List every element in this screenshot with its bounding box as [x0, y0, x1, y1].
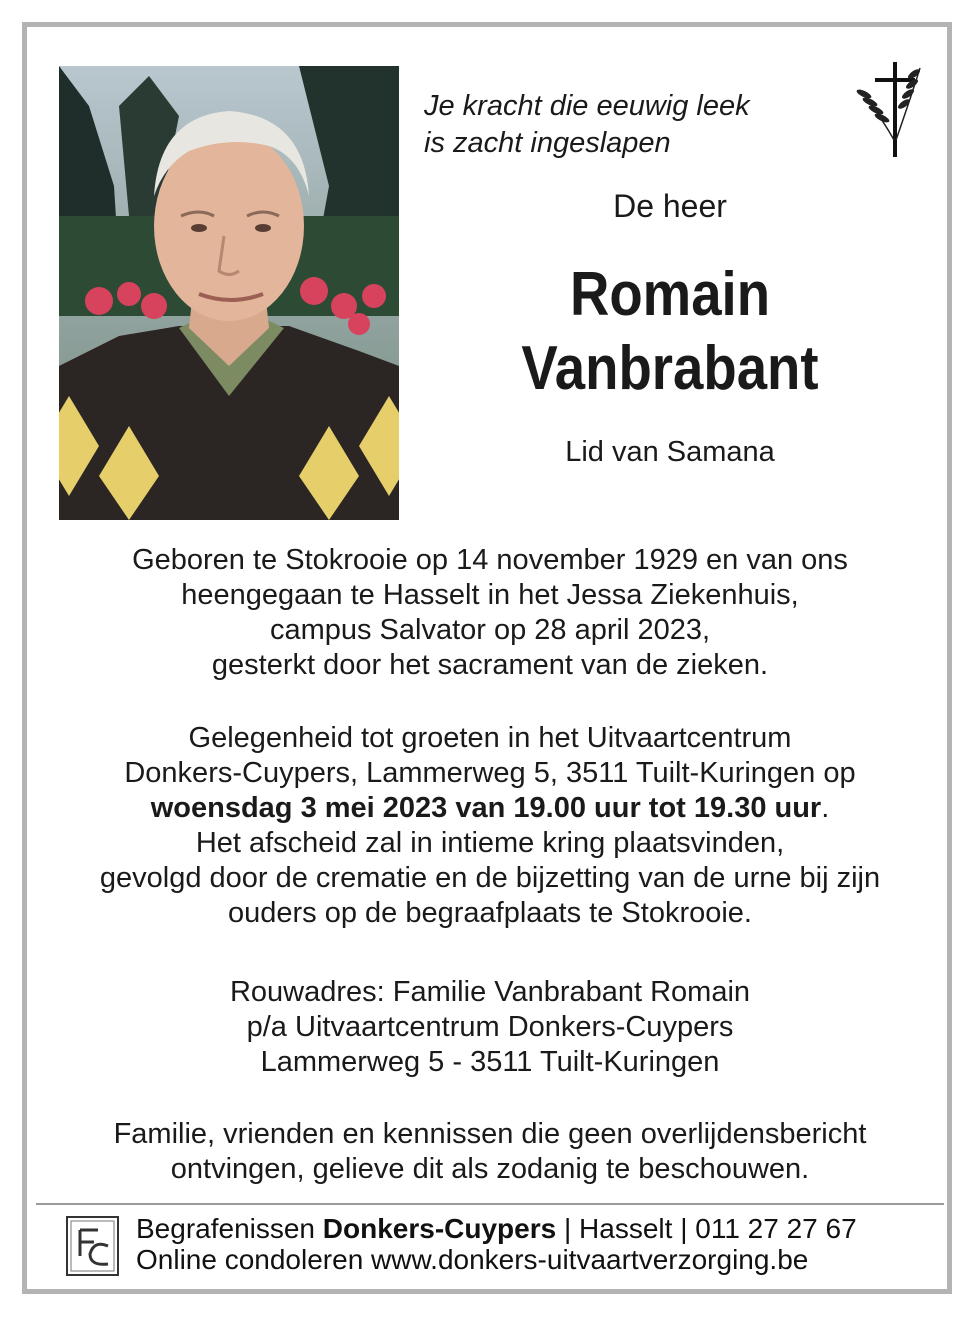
- date-line: [40, 791, 940, 826]
- phone-number: 011 27 27 67: [695, 1213, 857, 1244]
- text-line: Lammerweg 5 - 3511 Tuilt-Kuringen: [260, 1046, 720, 1078]
- date-end: .: [821, 792, 830, 824]
- text-line: campus Salvator op 28 april 2023,: [269, 614, 711, 646]
- text-line: Gelegenheid tot groeten in het Uitvaartcentrum: [188, 722, 792, 754]
- birth-death-paragraph: [40, 543, 940, 683]
- first-name: Romain: [569, 260, 771, 329]
- text-line: ontvingen, gelieve dit als zodanig te beschouwen.: [170, 1153, 810, 1185]
- quote-line-1: Je kracht die eeuwig leek: [424, 90, 750, 122]
- city: Hasselt: [579, 1213, 673, 1244]
- footer: [136, 1213, 857, 1275]
- text-line: gesterkt door het sacrament van de zieken.: [211, 649, 769, 681]
- cross-icon: [850, 60, 935, 160]
- text-line: p/a Uitvaartcentrum Donkers-Cuypers: [246, 1011, 734, 1043]
- visitation-date: woensdag 3 mei 2023 van 19.00 uur tot 19.30 uur: [150, 792, 822, 824]
- text-line: Rouwadres: Familie Vanbrabant Romain: [229, 976, 751, 1008]
- text-line: Geboren te Stokrooie op 14 november 1929 en van ons: [132, 544, 848, 576]
- mourning-address: [40, 975, 940, 1080]
- footer-line-2: Online condoleren www.donkers-uitvaartverzorging.be: [136, 1244, 809, 1275]
- footer-line-1: [136, 1213, 857, 1244]
- notice-paragraph: [40, 1117, 940, 1187]
- text-line: gevolgd door de crematie en de bijzetting van de urne bij zijn: [99, 862, 881, 894]
- quote-line-2: is zacht ingeslapen: [424, 127, 671, 159]
- footer-prefix: Begrafenissen: [136, 1213, 323, 1244]
- honorific: De heer: [613, 188, 727, 224]
- footer-divider: [36, 1203, 944, 1205]
- funeral-home-logo-icon: [66, 1216, 119, 1276]
- text-line: Familie, vrienden en kennissen die geen overlijdensbericht: [113, 1118, 867, 1150]
- text-line: ouders op de begraafplaats te Stokrooie.: [228, 897, 752, 929]
- text-line: Donkers-Cuypers, Lammerweg 5, 3511 Tuilt-Kuringen op: [124, 757, 856, 789]
- last-name: Vanbrabant: [521, 334, 819, 403]
- separator: |: [556, 1213, 580, 1244]
- company-name: Donkers-Cuypers: [322, 1213, 557, 1244]
- deceased-name: [450, 258, 890, 406]
- portrait-photo: [59, 66, 399, 520]
- text-line: heengegaan te Hasselt in het Jessa Ziekenhuis,: [181, 579, 799, 611]
- separator: |: [672, 1213, 696, 1244]
- text-line: Het afscheid zal in intieme kring plaatsvinden,: [195, 827, 785, 859]
- membership: Lid van Samana: [565, 436, 775, 468]
- visitation-paragraph: [40, 721, 940, 931]
- quote: [424, 88, 750, 162]
